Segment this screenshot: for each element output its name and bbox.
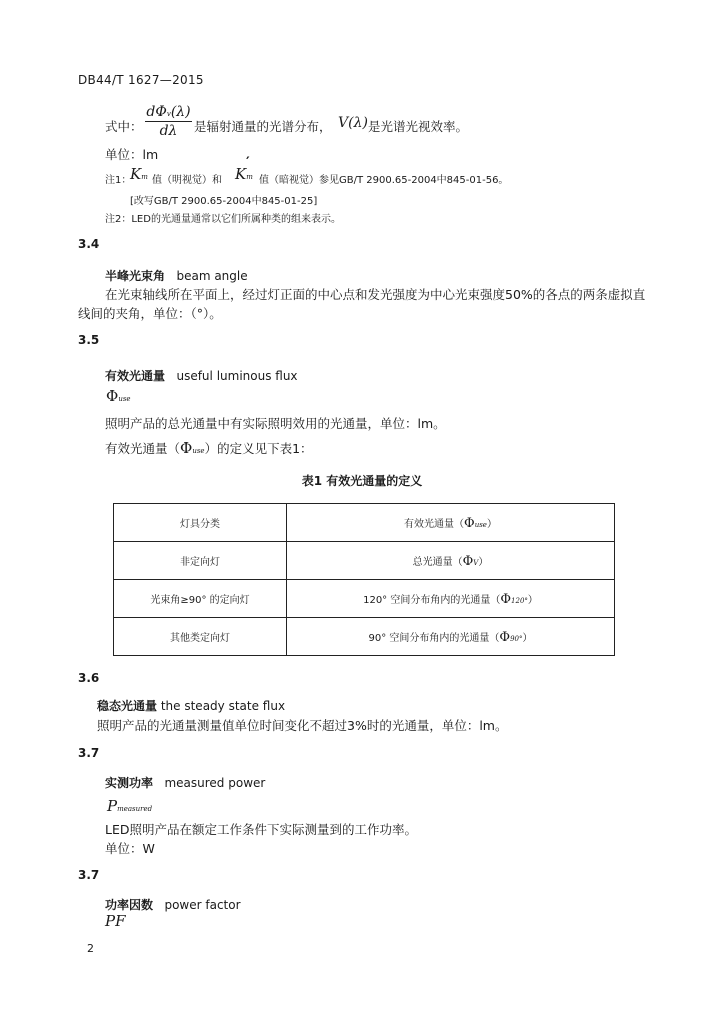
term-3-5-en: useful luminous flux bbox=[176, 369, 298, 383]
note1-km-letter: K bbox=[130, 165, 142, 183]
note1-km2-sub: m bbox=[246, 173, 253, 181]
cell-symbol: Φ bbox=[462, 553, 474, 569]
table-caption: 表1 有效光通量的定义 bbox=[301, 474, 423, 488]
table-row bbox=[114, 618, 615, 656]
cell-post: ） bbox=[527, 594, 538, 606]
term-3-7b-en: power factor bbox=[164, 898, 241, 912]
cell-symbol: Φ bbox=[500, 591, 512, 607]
section-number-3-5: 3.5 bbox=[78, 333, 100, 347]
section-number-3-4: 3.4 bbox=[78, 237, 100, 251]
formula-unit: 单位：lm bbox=[105, 147, 159, 162]
reference-3-5-pre: 有效光通量（ bbox=[105, 441, 181, 456]
table-cell: 其他类定向灯 bbox=[114, 618, 287, 656]
section-number-3-7a: 3.7 bbox=[78, 746, 100, 760]
symbol-3-7a-sub: measured bbox=[117, 805, 153, 813]
table-header-cell: 灯具分类 bbox=[114, 504, 287, 542]
fraction-numerator-arg: (λ) bbox=[170, 104, 191, 120]
table-row bbox=[114, 542, 615, 580]
fraction-numerator: dΦ bbox=[146, 104, 167, 120]
note1-km2-letter: K bbox=[235, 165, 247, 183]
reference-3-5-symbol: Φ bbox=[180, 439, 193, 457]
symbol-3-7b: PF bbox=[105, 912, 126, 930]
symbol-3-5-letter: Φ bbox=[106, 387, 119, 405]
header-col2-pre: 有效光通量（ bbox=[404, 518, 465, 530]
term-3-7a bbox=[105, 774, 265, 791]
standard-id: DB44/T 1627—2015 bbox=[78, 73, 204, 87]
definition-3-4-line1: 在光束轴线所在平面上，经过灯正面的中心点和发光强度为中心光束强度50%的各点的两条虚拟直 bbox=[105, 287, 646, 302]
section-number-3-7b: 3.7 bbox=[78, 868, 100, 882]
term-3-7b bbox=[105, 896, 241, 913]
table-header-row bbox=[114, 504, 615, 542]
note1-km bbox=[130, 165, 148, 183]
v-lambda: V(λ) bbox=[338, 115, 368, 131]
symbol-3-7a-letter: P bbox=[107, 797, 118, 815]
symbol-3-5-sub: use bbox=[118, 395, 131, 403]
formula-fraction bbox=[145, 104, 192, 139]
fraction-numerator-sub: v bbox=[166, 110, 171, 118]
term-3-4-en: beam angle bbox=[176, 269, 248, 283]
header-col2-symbol: Φ bbox=[464, 515, 475, 531]
note1-label: 注1： bbox=[105, 175, 132, 186]
fraction-denominator: dλ bbox=[159, 123, 178, 139]
cell-sub: 120° bbox=[511, 596, 528, 605]
table-cell: 光束角≥90° 的定向灯 bbox=[114, 580, 287, 618]
term-3-6-cn: 稳态光通量 bbox=[97, 699, 158, 713]
definition-3-7a: LED照明产品在额定工作条件下实际测量到的工作功率。 bbox=[105, 822, 417, 837]
definition-3-6: 照明产品的光通量测量值单位时间变化不超过3%时的光通量，单位：lm。 bbox=[97, 718, 508, 733]
definition-3-4-line2: 线间的夹角，单位：（°）。 bbox=[78, 306, 222, 321]
note1-km2-prime: ′ bbox=[246, 155, 250, 171]
formula-prefix: 式中： bbox=[105, 119, 143, 134]
table-cell bbox=[287, 618, 615, 656]
table-cell: 非定向灯 bbox=[114, 542, 287, 580]
term-3-7a-cn: 实测功率 bbox=[105, 776, 154, 790]
cell-sub: 90° bbox=[510, 634, 523, 643]
term-3-6-en: the steady state flux bbox=[160, 699, 286, 713]
term-3-4 bbox=[105, 267, 248, 284]
table-cell bbox=[287, 580, 615, 618]
page-number: 2 bbox=[87, 942, 94, 955]
term-3-6 bbox=[97, 697, 285, 714]
table-cell bbox=[287, 542, 615, 580]
section-number-3-6: 3.6 bbox=[78, 671, 100, 685]
formula-desc1: 是辐射通量的光谱分布， bbox=[194, 119, 332, 134]
table-header-cell bbox=[287, 504, 615, 542]
term-3-5-cn: 有效光通量 bbox=[105, 369, 166, 383]
note2: 注2：LED的光通量通常以它们所属种类的组来表示。 bbox=[105, 214, 341, 225]
cell-symbol: Φ bbox=[499, 629, 511, 645]
cell-post: ） bbox=[522, 632, 533, 644]
cell-sub: V bbox=[473, 558, 479, 567]
definition-3-5: 照明产品的总光通量中有实际照明效用的光通量，单位：lm。 bbox=[105, 416, 446, 431]
fraction-bar bbox=[145, 121, 192, 122]
reference-3-5-sub: use bbox=[192, 447, 205, 455]
cell-post: ） bbox=[478, 556, 489, 568]
unit-3-7a: 单位：W bbox=[105, 841, 155, 856]
term-3-7a-en: measured power bbox=[164, 776, 266, 790]
term-3-7b-cn: 功率因数 bbox=[105, 898, 154, 912]
note1-text2: 值（暗视觉）参见GB/T 2900.65-2004中845-01-56。 bbox=[259, 175, 509, 186]
term-3-4-cn: 半峰光束角 bbox=[105, 269, 166, 283]
symbol-3-7a bbox=[107, 797, 152, 815]
formula-desc2: 是光谱光视效率。 bbox=[368, 119, 469, 134]
cell-pre: 120° 空间分布角内的光通量（ bbox=[363, 594, 501, 606]
symbol-3-5 bbox=[106, 387, 131, 405]
definition-table bbox=[113, 503, 615, 656]
cell-pre: 总光通量（ bbox=[412, 556, 463, 568]
term-3-5 bbox=[105, 367, 298, 384]
reference-3-5-post: ）的定义见下表1： bbox=[204, 441, 313, 456]
note1-km2 bbox=[235, 165, 253, 183]
reference-3-5 bbox=[105, 439, 313, 457]
header-col2-sub: use bbox=[474, 520, 487, 529]
cell-pre: 90° 空间分布角内的光通量（ bbox=[368, 632, 500, 644]
note1-line2: [改写GB/T 2900.65-2004中845-01-25] bbox=[130, 196, 318, 207]
note1-km-sub: m bbox=[141, 173, 148, 181]
header-col2-post: ） bbox=[486, 518, 497, 530]
note1-text1: 值（明视觉）和 bbox=[152, 175, 222, 186]
table-row bbox=[114, 580, 615, 618]
